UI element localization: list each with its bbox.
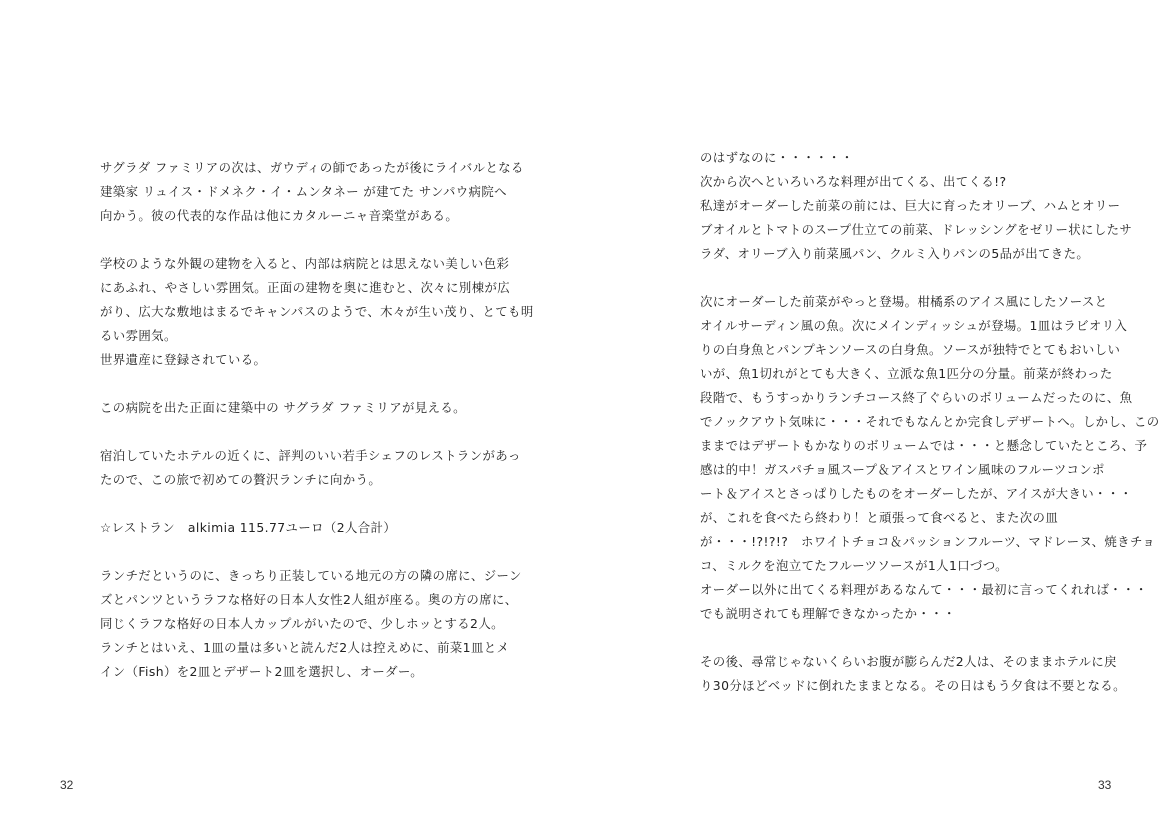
- text-line: ズとパンツというラフな格好の日本人女性2人組が座る。奥の方の席に、: [100, 592, 518, 607]
- text-line: たので、この旅で初めての贅沢ランチに向かう。: [100, 472, 382, 487]
- paragraph: [100, 396, 485, 420]
- text-line: ランチとはいえ、1皿の量は多いと読んだ2人は控えめに、前菜1皿とメ: [100, 640, 510, 655]
- text-line: 次にオーダーした前菜がやっと登場。柑橘系のアイス風にしたソースと: [700, 294, 1108, 309]
- text-line: イン（Fish）を2皿とデザート2皿を選択し、オーダー。: [100, 664, 424, 679]
- paragraph: [700, 650, 1126, 698]
- text-line: りの白身魚とパンプキンソースの白身魚。ソースが独特でとてもおいしい: [700, 342, 1121, 357]
- paragraph: [700, 146, 1133, 266]
- text-line: この病院を出た正面に建築中の サグラダ ファミリアが見える。: [100, 400, 466, 415]
- text-line: 学校のような外観の建物を入ると、内部は病院とは思えない美しい色彩: [100, 256, 510, 271]
- text-line: ート＆アイスとさっぱりしたものをオーダーしたが、アイスが大きい・・・: [700, 486, 1133, 501]
- paragraph: [100, 252, 534, 372]
- text-line: オーダー以外に出てくる料理があるなんて・・・最初に言ってくれれば・・・: [700, 582, 1148, 597]
- paragraph: [100, 564, 522, 684]
- right-page: [588, 0, 1176, 840]
- text-line: コ、ミルクを泡立てたフルーツソースが1人1口づつ。: [700, 558, 1008, 573]
- text-line: 次から次へといろいろな料理が出てくる、出てくる!?: [700, 174, 1007, 189]
- text-line: オイルサーディン風の魚。次にメインディッシュが登場。1皿はラビオリ入: [700, 318, 1128, 333]
- text-line: いが、魚1切れがとても大きく、立派な魚1匹分の分量。前菜が終わった: [700, 366, 1113, 381]
- text-line: サグラダ ファミリアの次は、ガウディの師であったが後にライバルとなる: [100, 160, 524, 175]
- right-body-text: [700, 146, 1160, 722]
- paragraph: [100, 444, 521, 492]
- text-line: でノックアウト気味に・・・それでもなんとか完食しデザートへ。しかし、この: [700, 414, 1160, 429]
- text-line: ままではデザートもかなりのボリュームでは・・・と懸念していたところ、予: [700, 438, 1148, 453]
- text-line: ☆レストラン alkimia 115.77ユーロ（2人合計）: [100, 520, 397, 535]
- text-line: 建築家 リュイス・ドメネク・イ・ムンタネー が建てた サンパウ病院へ: [100, 184, 507, 199]
- text-line: にあふれ、やさしい雰囲気。正面の建物を奥に進むと、次々に別棟が広: [100, 280, 511, 295]
- left-body-text: [100, 156, 534, 708]
- text-line: 世界遺産に登録されている。: [100, 352, 267, 367]
- page-number-left: 32: [60, 778, 74, 792]
- text-line: でも説明されても理解できなかったか・・・: [700, 606, 956, 621]
- text-line: がり、広大な敷地はまるでキャンパスのようで、木々が生い茂り、とても明: [100, 304, 534, 319]
- text-line: 段階で、もうすっかりランチコース終了ぐらいのボリュームだったのに、魚: [700, 390, 1133, 405]
- text-line: が、これを食べたら終わり！と頑張って食べると、また次の皿: [700, 510, 1059, 525]
- text-line: ブオイルとトマトのスープ仕立ての前菜、ドレッシングをゼリー状にしたサ: [700, 222, 1133, 237]
- paragraph: [100, 156, 524, 228]
- text-line: 私達がオーダーした前菜の前には、巨大に育ったオリーブ、ハムとオリー: [700, 198, 1121, 213]
- text-line: 同じくラフな格好の日本人カップルがいたので、少しホッとする2人。: [100, 616, 504, 631]
- text-line: のはずなのに・・・・・・: [700, 150, 854, 165]
- text-line: が・・・!?!?!? ホワイトチョコ＆パッションフルーツ、マドレーヌ、焼きチョ: [700, 534, 1156, 549]
- text-line: ラダ、オリーブ入り前菜風パン、クルミ入りパンの5品が出てきた。: [700, 246, 1090, 261]
- text-line: 向かう。彼の代表的な作品は他にカタルーニャ音楽堂がある。: [100, 208, 459, 223]
- text-line: その後、尋常じゃないくらいお腹が膨らんだ2人は、そのままホテルに戻: [700, 654, 1117, 669]
- page-number-right: 33: [1098, 778, 1112, 792]
- paragraph: [700, 290, 1160, 626]
- text-line: 感は的中！ガスパチョ風スープ＆アイスとワイン風味のフルーツコンポ: [700, 462, 1105, 477]
- text-line: るい雰囲気。: [100, 328, 177, 343]
- text-line: 宿泊していたホテルの近くに、評判のいい若手シェフのレストランがあっ: [100, 448, 521, 463]
- text-line: り30分ほどベッドに倒れたままとなる。その日はもう夕食は不要となる。: [700, 678, 1126, 693]
- paragraph: [100, 516, 485, 540]
- text-line: ランチだというのに、きっちり正装している地元の方の隣の席に、ジーン: [100, 568, 522, 583]
